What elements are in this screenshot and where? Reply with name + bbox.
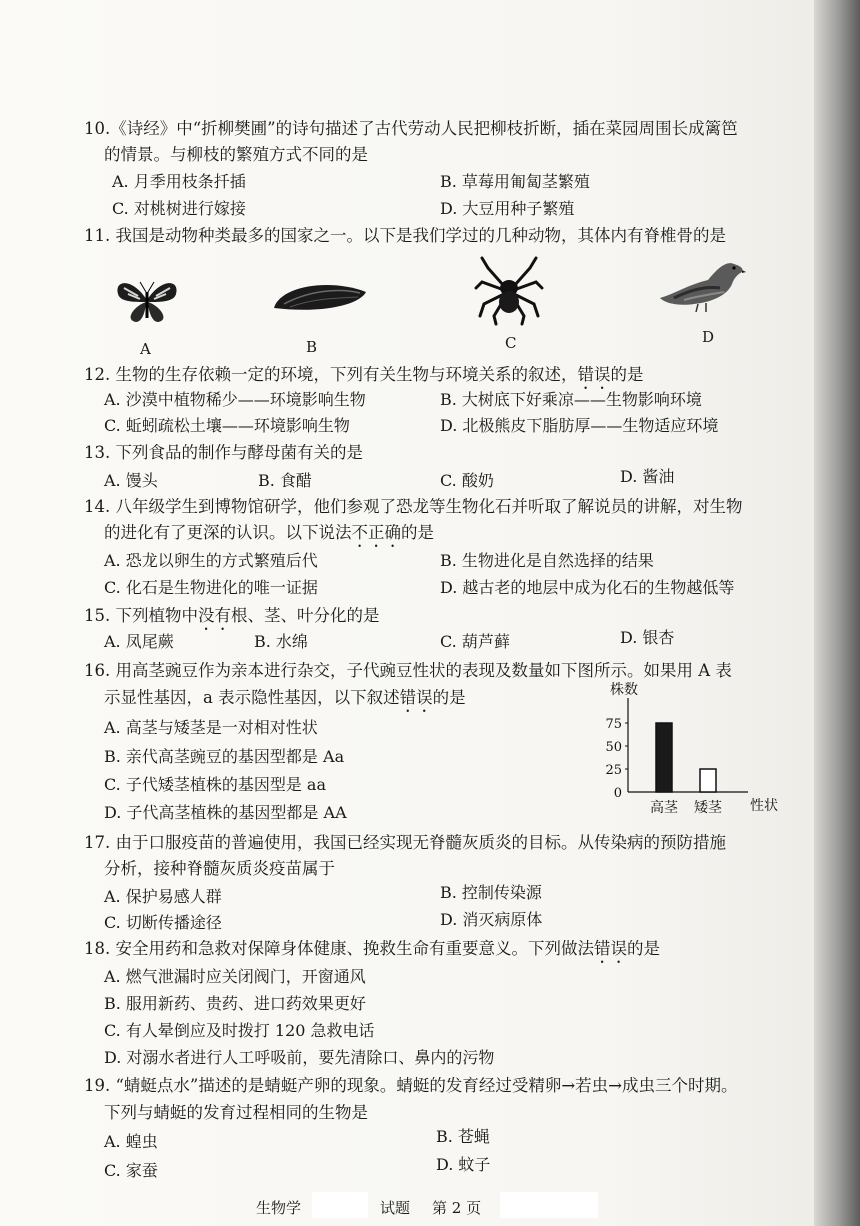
q18-option-a: A. 燃气泄漏时应关闭阀门，开窗通风 — [104, 967, 366, 986]
chart-ytick-label: 0 — [613, 786, 622, 801]
mussel-image — [270, 278, 370, 323]
q18-option-d: D. 对溺水者进行人工呼吸前，要先清除口、鼻内的污物 — [104, 1048, 495, 1067]
animal-label-d: D — [702, 328, 715, 346]
q16-option-d: D. 子代高茎植株的基因型都是 AA — [104, 803, 347, 822]
q13-option-d: D. 酱油 — [620, 467, 675, 486]
animal-label-b: B — [306, 338, 318, 356]
q15-option-d: D. 银杏 — [620, 628, 675, 647]
q19-option-b: B. 苍蝇 — [436, 1127, 490, 1146]
q11-stem: 11. 我国是动物种类最多的国家之一。以下是我们学过的几种动物，其体内有脊椎骨的是 — [84, 226, 726, 245]
q16-stem-line1: 16. 用高茎豌豆作为亲本进行杂交，子代豌豆性状的表现及数量如下图所示。如果用 A 表 — [84, 661, 732, 680]
footer-subject: 生物学 — [256, 1199, 302, 1217]
q12-stem: 12. 生物的生存依赖一定的环境，下列有关生物与环境关系的叙述，错误的是 — [84, 365, 644, 384]
animal-label-a: A — [140, 340, 151, 358]
q18-stem: 18. 安全用药和急救对保障身体健康、挽救生命有重要意义。下列做法错误的是 — [84, 939, 660, 958]
q14-option-d: D. 越古老的地层中成为化石的生物越低等 — [440, 578, 735, 597]
q12-option-a: A. 沙漠中植物稀少——环境影响生物 — [104, 390, 366, 409]
q10-option-b: B. 草莓用匍匐茎繁殖 — [440, 172, 590, 191]
chart-category-label: 矮茎 — [694, 800, 722, 816]
q12-option-d: D. 北极熊皮下脂肪厚——生物适应环境 — [440, 416, 719, 435]
chart-category-label: 高茎 — [650, 800, 678, 816]
chart-xlabel: 性状 — [750, 798, 778, 814]
redacted-box-left — [312, 1192, 368, 1218]
chart-ytick-label: 25 — [605, 763, 622, 778]
q18-option-b: B. 服用新药、贵药、进口药效果更好 — [104, 994, 366, 1013]
q15-option-a: A. 凤尾蕨 — [104, 632, 174, 651]
chart-bar-short-stem — [700, 769, 716, 792]
q19-stem-line1: 19. “蜻蜓点水”描述的是蜻蜓产卵的现象。蜻蜓的发育经过受精卵→若虫→成虫三个时期。 — [84, 1076, 738, 1095]
chart-ytick-label: 50 — [605, 740, 622, 755]
q18-option-c: C. 有人晕倒应及时拨打 120 急救电话 — [104, 1021, 375, 1040]
q16-option-b: B. 亲代高茎豌豆的基因型都是 Aa — [104, 747, 345, 766]
q15-option-b: B. 水绵 — [254, 632, 308, 651]
q17-option-c: C. 切断传播途径 — [104, 913, 222, 932]
q13-option-a: A. 馒头 — [104, 471, 158, 490]
q10-stem-line2: 的情景。与柳枝的繁殖方式不同的是 — [104, 145, 368, 164]
footer-page-number: 第 2 页 — [432, 1199, 482, 1217]
q10-option-c: C. 对桃树进行嫁接 — [112, 199, 246, 218]
q13-option-b: B. 食醋 — [258, 471, 312, 490]
q15-option-c: C. 葫芦藓 — [440, 632, 510, 651]
q17-stem-line2: 分析，接种脊髓灰质炎疫苗属于 — [104, 859, 335, 878]
q12-option-c: C. 蚯蚓疏松土壤——环境影响生物 — [104, 416, 350, 435]
spider-image — [474, 254, 544, 326]
q16-stem-line2: 示显性基因，a 表示隐性基因，以下叙述错误的是 — [104, 688, 466, 707]
pea-trait-bar-chart — [590, 680, 790, 830]
q10-stem-line1: 10.《诗经》中“折柳樊圃”的诗句描述了古代劳动人民把柳枝折断，插在菜园周围长成篱笆 — [84, 119, 738, 138]
redacted-box-right — [500, 1192, 598, 1218]
q19-option-d: D. 蚊子 — [436, 1155, 491, 1174]
q15-stem: 15. 下列植物中没有根、茎、叶分化的是 — [84, 606, 380, 625]
q13-option-c: C. 酸奶 — [440, 471, 494, 490]
q14-stem-line1: 14. 八年级学生到博物馆研学，他们参观了恐龙等生物化石并听取了解说员的讲解，对生物 — [84, 497, 743, 516]
q12-option-b: B. 大树底下好乘凉——生物影响环境 — [440, 390, 702, 409]
scan-edge — [814, 0, 860, 1226]
chart-ylabel: 株数 — [610, 682, 638, 698]
q17-stem-line1: 17. 由于口服疫苗的普遍使用，我国已经实现无脊髓灰质炎的目标。从传染病的预防措施 — [84, 833, 726, 852]
q14-option-a: A. 恐龙以卵生的方式繁殖后代 — [104, 551, 318, 570]
q10-option-d: D. 大豆用种子繁殖 — [440, 199, 575, 218]
q16-option-a: A. 高茎与矮茎是一对相对性状 — [104, 718, 318, 737]
q19-option-c: C. 家蚕 — [104, 1161, 158, 1180]
butterfly-image — [112, 272, 182, 332]
q13-stem: 13. 下列食品的制作与酵母菌有关的是 — [84, 443, 363, 462]
q10-option-a: A. 月季用枝条扦插 — [112, 172, 246, 191]
q19-option-a: A. 蝗虫 — [104, 1132, 158, 1151]
chart-ytick-label: 75 — [605, 717, 622, 732]
animal-label-c: C — [505, 334, 517, 352]
q14-option-b: B. 生物进化是自然选择的结果 — [440, 551, 654, 570]
q17-option-a: A. 保护易感人群 — [104, 887, 222, 906]
q17-option-d: D. 消灭病原体 — [440, 910, 543, 929]
chart-bar-tall-stem — [656, 723, 672, 792]
q16-option-c: C. 子代矮茎植株的基因型是 aa — [104, 775, 327, 794]
pigeon-image — [654, 254, 746, 314]
q17-option-b: B. 控制传染源 — [440, 883, 542, 902]
footer-paper: 试题 — [380, 1199, 411, 1217]
q19-stem-line2: 下列与蜻蜓的发育过程相同的生物是 — [104, 1103, 368, 1122]
q14-stem-line2: 的进化有了更深的认识。以下说法不正确的是 — [104, 523, 434, 542]
q14-option-c: C. 化石是生物进化的唯一证据 — [104, 578, 318, 597]
